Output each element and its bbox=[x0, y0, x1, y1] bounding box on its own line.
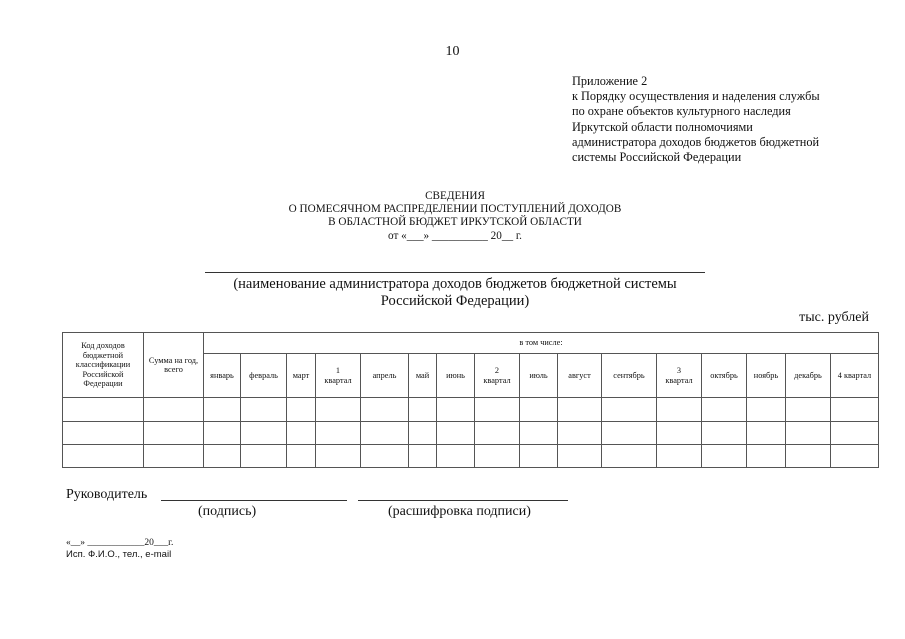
table-cell bbox=[409, 444, 437, 467]
table-cell bbox=[437, 421, 475, 444]
table-cell bbox=[409, 398, 437, 421]
table-cell bbox=[475, 444, 520, 467]
units-label: тыс. рублей bbox=[799, 310, 869, 325]
signature-decoding-line bbox=[358, 500, 568, 501]
table-cell bbox=[747, 444, 786, 467]
administrator-caption bbox=[195, 276, 715, 310]
header-code: Код доходов бюджетной классификации Российской Федерации bbox=[63, 333, 144, 398]
administrator-caption-line: (наименование администратора доходов бюджетов бюджетной системы bbox=[233, 276, 677, 292]
table-cell bbox=[602, 421, 657, 444]
table-cell bbox=[520, 421, 558, 444]
appendix-line: администратора доходов бюджетов бюджетной bbox=[572, 134, 820, 149]
table-cell bbox=[144, 444, 204, 467]
table-cell bbox=[831, 421, 879, 444]
header-month: сентябрь bbox=[602, 354, 657, 398]
table-cell bbox=[361, 398, 409, 421]
table-cell bbox=[520, 398, 558, 421]
table-cell bbox=[786, 398, 831, 421]
header-quarter: 3 квартал bbox=[657, 354, 702, 398]
header-month: май bbox=[409, 354, 437, 398]
table-cell bbox=[657, 444, 702, 467]
signature-decoding-caption: (расшифровка подписи) bbox=[388, 504, 531, 519]
table-cell bbox=[287, 421, 316, 444]
table-cell bbox=[520, 444, 558, 467]
heading-title: СВЕДЕНИЯ bbox=[425, 190, 485, 202]
table-cell bbox=[409, 421, 437, 444]
table-cell bbox=[316, 421, 361, 444]
signature-label: Руководитель bbox=[66, 487, 148, 502]
appendix-note bbox=[572, 74, 820, 165]
document-heading bbox=[200, 190, 710, 243]
table-cell bbox=[437, 444, 475, 467]
header-month: октябрь bbox=[702, 354, 747, 398]
header-quarter: 4 квартал bbox=[831, 354, 879, 398]
table-cell bbox=[316, 398, 361, 421]
table-cell bbox=[63, 421, 144, 444]
table-cell bbox=[144, 398, 204, 421]
header-total: Сумма на год, всего bbox=[144, 333, 204, 398]
table-cell bbox=[702, 421, 747, 444]
signature-caption: (подпись) bbox=[198, 504, 257, 519]
table-cell bbox=[831, 444, 879, 467]
table-cell bbox=[747, 421, 786, 444]
appendix-line: по охране объектов культурного наследия bbox=[572, 104, 791, 119]
table-row bbox=[63, 398, 879, 421]
table-cell bbox=[241, 398, 287, 421]
header-month: август bbox=[558, 354, 602, 398]
table-cell bbox=[204, 444, 241, 467]
heading-line: В ОБЛАСТНОЙ БЮДЖЕТ ИРКУТСКОЙ ОБЛАСТИ bbox=[328, 216, 582, 229]
header-quarter: 1 квартал bbox=[316, 354, 361, 398]
table-cell bbox=[831, 398, 879, 421]
header-month: июнь bbox=[437, 354, 475, 398]
table-cell bbox=[558, 398, 602, 421]
table-cell bbox=[361, 444, 409, 467]
signature-line bbox=[161, 500, 347, 501]
contact-line: Исп. Ф.И.О., тел., e-mail bbox=[66, 549, 172, 560]
table-cell bbox=[204, 398, 241, 421]
header-month: декабрь bbox=[786, 354, 831, 398]
table-row bbox=[63, 421, 879, 444]
table-cell bbox=[241, 421, 287, 444]
table-cell bbox=[241, 444, 287, 467]
appendix-line: системы Российской Федерации bbox=[572, 150, 742, 165]
table-cell bbox=[558, 444, 602, 467]
table-cell bbox=[287, 398, 316, 421]
table-cell bbox=[287, 444, 316, 467]
table-cell bbox=[316, 444, 361, 467]
table-cell bbox=[144, 421, 204, 444]
administrator-name-line bbox=[205, 272, 705, 273]
table-row bbox=[63, 444, 879, 467]
heading-line: О ПОМЕСЯЧНОМ РАСПРЕДЕЛЕНИИ ПОСТУПЛЕНИЙ ДОХОДОВ bbox=[288, 203, 622, 216]
appendix-line: Иркутской области полномочиями bbox=[572, 119, 753, 134]
table-cell bbox=[437, 398, 475, 421]
heading-date: от «___» __________ 20__ г. bbox=[388, 229, 522, 242]
header-month: февраль bbox=[241, 354, 287, 398]
header-month: январь bbox=[204, 354, 241, 398]
header-month: апрель bbox=[361, 354, 409, 398]
appendix-line: к Порядку осуществления и наделения службы bbox=[572, 89, 820, 104]
table-cell bbox=[657, 421, 702, 444]
table-cell bbox=[204, 421, 241, 444]
header-including: в том числе: bbox=[204, 333, 879, 354]
table-cell bbox=[786, 444, 831, 467]
table-cell bbox=[702, 398, 747, 421]
table-cell bbox=[602, 398, 657, 421]
table-cell bbox=[475, 421, 520, 444]
administrator-caption-line: Российской Федерации) bbox=[380, 293, 530, 309]
table-cell bbox=[558, 421, 602, 444]
header-month: июль bbox=[520, 354, 558, 398]
header-month: март bbox=[287, 354, 316, 398]
revenue-distribution-table bbox=[62, 332, 879, 468]
header-month: ноябрь bbox=[747, 354, 786, 398]
table-cell bbox=[602, 444, 657, 467]
table-cell bbox=[63, 444, 144, 467]
table-cell bbox=[747, 398, 786, 421]
table-cell bbox=[657, 398, 702, 421]
table-cell bbox=[475, 398, 520, 421]
date-line: «__» ____________20___г. bbox=[66, 538, 174, 548]
table-cell bbox=[63, 398, 144, 421]
page-number: 10 bbox=[445, 44, 460, 59]
table-cell bbox=[702, 444, 747, 467]
table-cell bbox=[786, 421, 831, 444]
table-cell bbox=[361, 421, 409, 444]
header-quarter: 2 квартал bbox=[475, 354, 520, 398]
appendix-line: Приложение 2 bbox=[572, 74, 648, 88]
